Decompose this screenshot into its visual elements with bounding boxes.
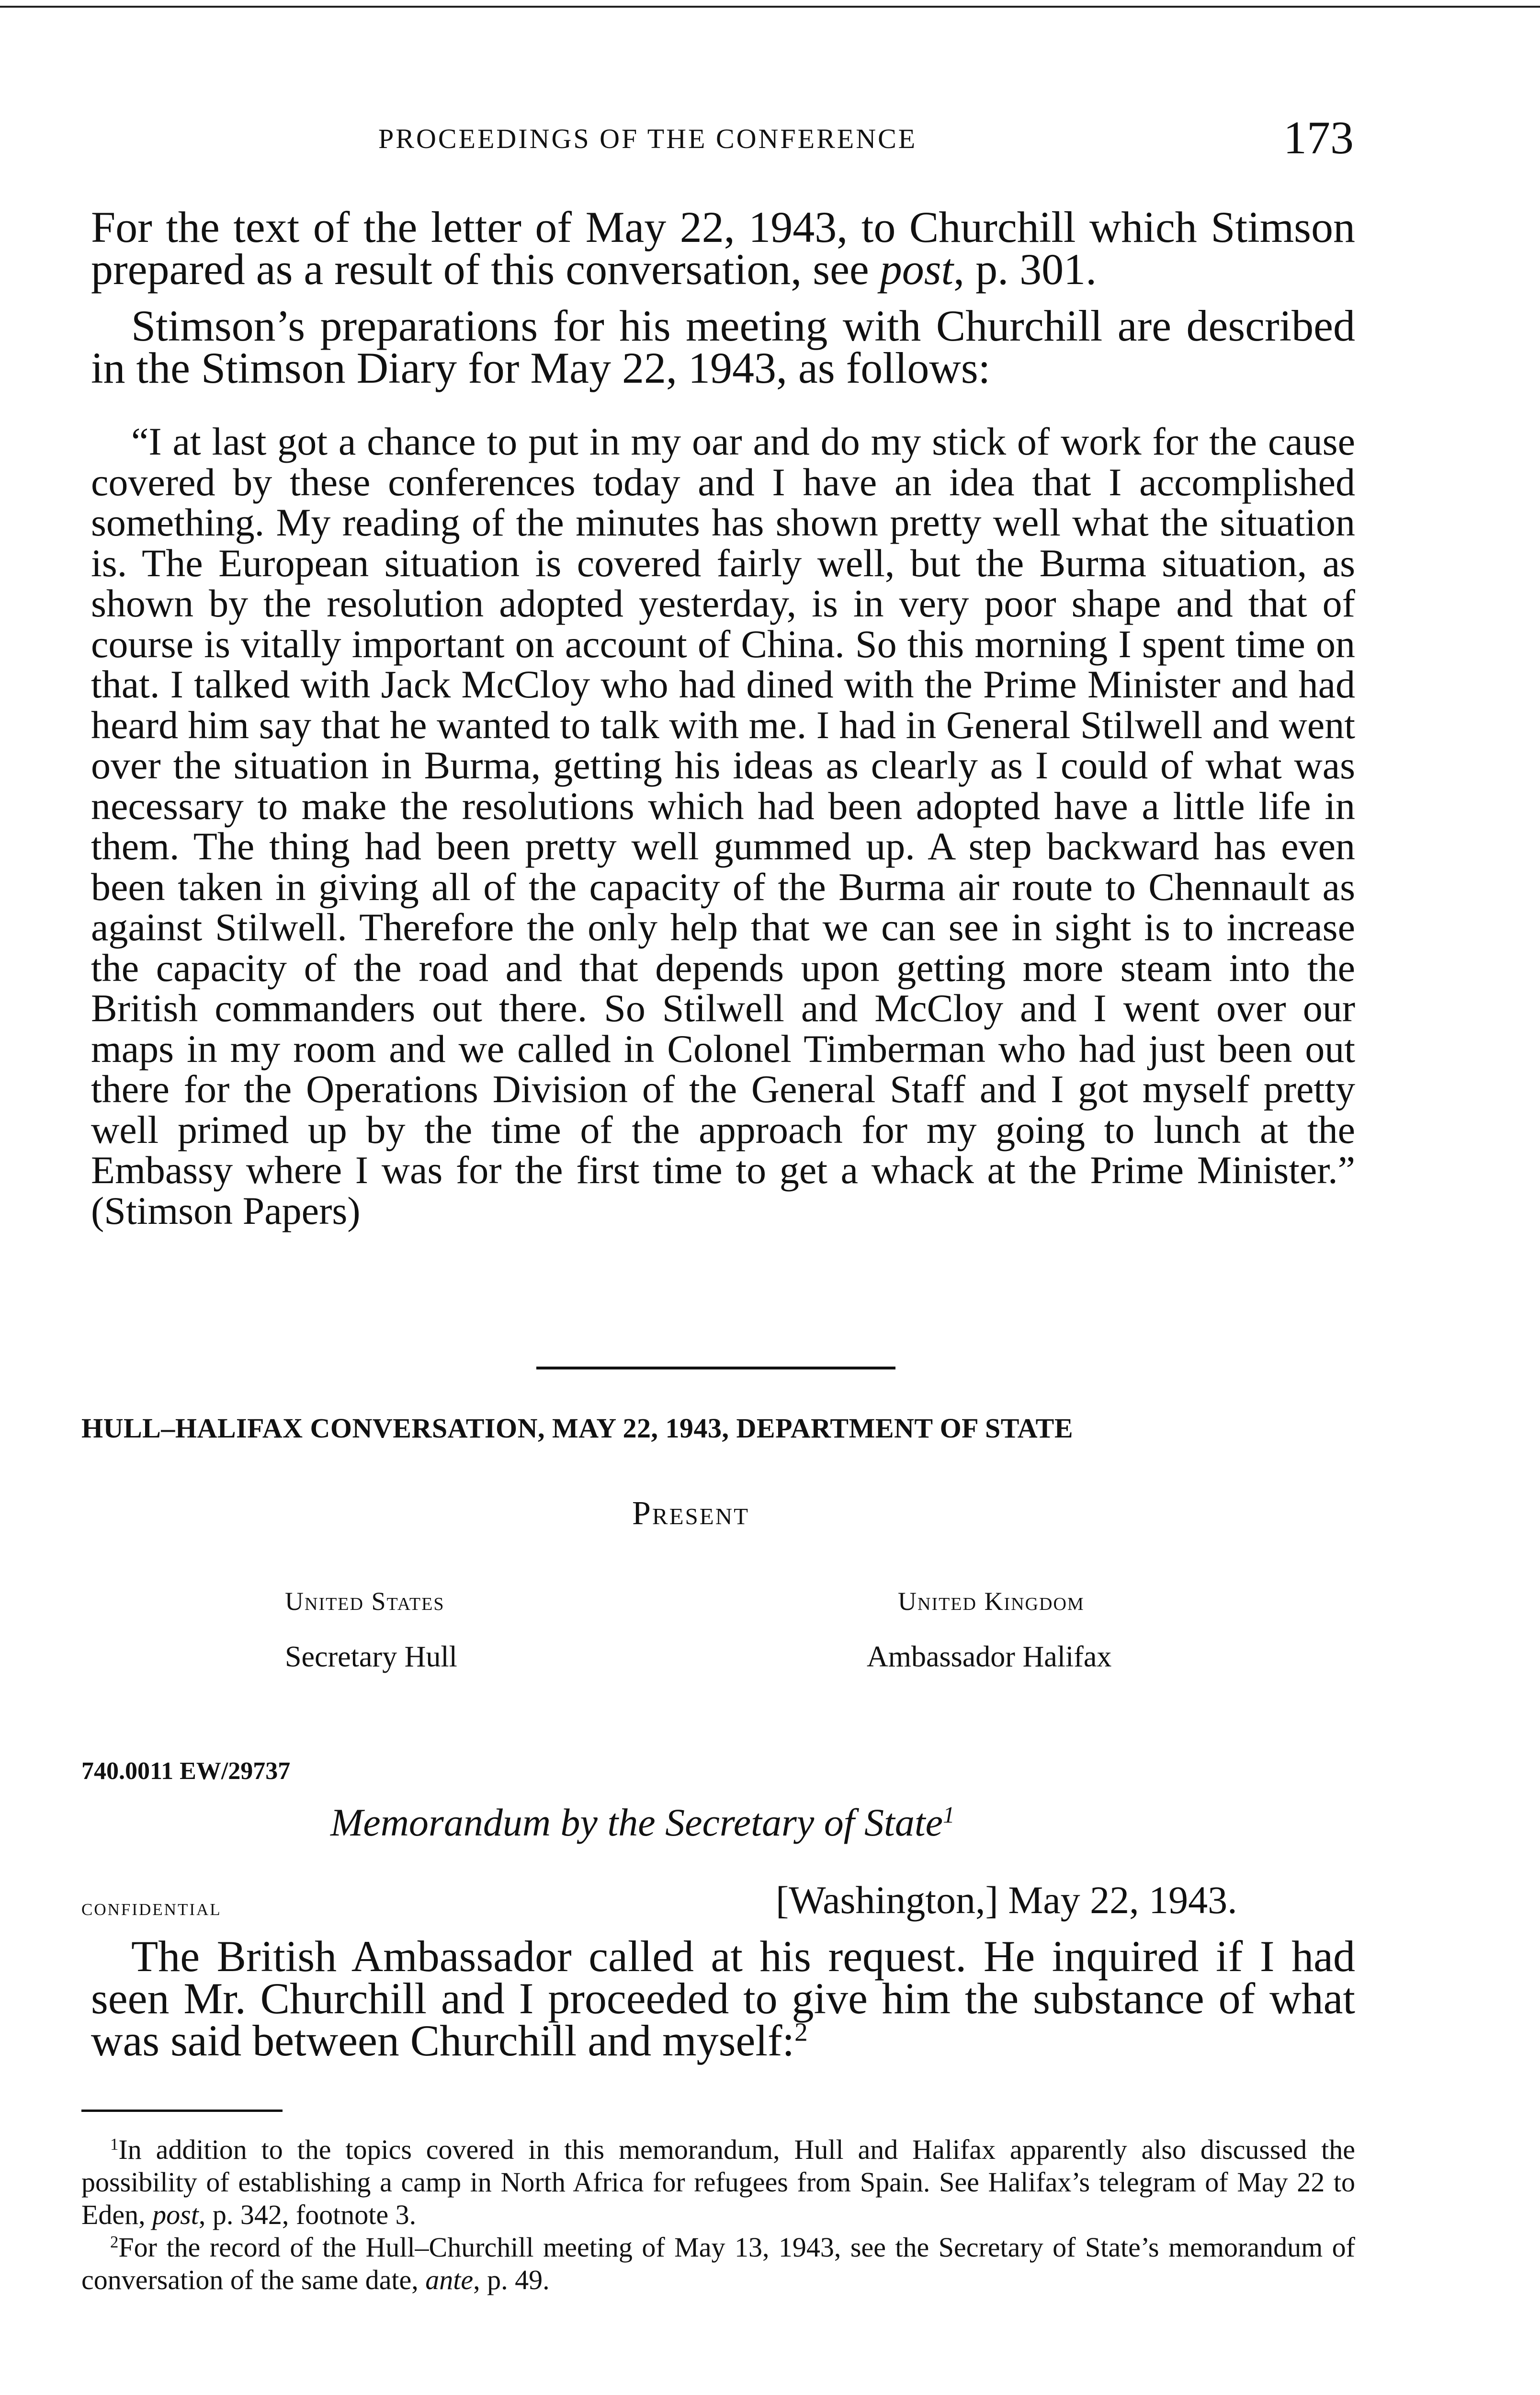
running-title: PROCEEDINGS OF THE CONFERENCE (378, 123, 917, 154)
section-heading: HULL–HALIFAX CONVERSATION, MAY 22, 1943, DEPARTMENT OF STATE (81, 1413, 1074, 1444)
footnotes (81, 2133, 1355, 2296)
top-border-line (0, 6, 1540, 8)
footnote-divider (81, 2110, 283, 2112)
footnote-2-end: , p. 49. (473, 2264, 550, 2295)
classification-label: confidential (81, 1893, 222, 1920)
footnote-2-mark: 2 (110, 2232, 119, 2251)
memo-title-text: Memorandum by the Secretary of State (330, 1801, 943, 1844)
intro-post-italic: post (880, 245, 954, 294)
participant-ambassador-halifax: Ambassador Halifax (867, 1641, 1112, 1673)
diary-quote: “I at last got a chance to put in my oar and do my stick of work for the cause covered by these conferences today and I have an idea that I accomplished something. My reading of the minutes has shown pretty well what the situation is. The European situation is covered fairly well, but the Burma situation, as shown by the resolution adopted yesterday, is in very poor shape and that of course is vitally important on account of China. So this morning I spent time on that. I talked with Jack McCloy who had dined with the Prime Minister and had heard him say that he wanted to talk with me. I had in General Stilwell and went over the situation in Burma, getting his ideas as clearly as I could of what was necessary to make the resolutions which had been adopted have a little life in them. The thing had been pretty well gummed up. A step backward has even been taken in giving all of the capacity of the Burma air route to Chennault as against Stilwell. Therefore the only help that we can see in sight is to increase the capacity of the road and that depends upon getting more steam into the British commanders out there. So Stilwell and McCloy and I went over our maps in my room and we called in Colonel Timberman who had just been out there for the Operations Division of the General Staff and I got myself pretty well primed up by the time of the approach for my going to lunch at the Embassy where I was for the first time to get a whack at the Prime Minister.” (Stimson Papers) (91, 420, 1355, 1232)
participant-secretary-hull: Secretary Hull (285, 1641, 457, 1673)
present-label: Present (632, 1495, 750, 1532)
footnote-1 (81, 2133, 1355, 2231)
dateline: [Washington,] May 22, 1943. (776, 1878, 1237, 1922)
intro-paragraph-1 (91, 203, 1355, 294)
footnote-1-end: , p. 342, footnote 3. (198, 2199, 417, 2230)
column-head-united-states: United States (285, 1587, 445, 1616)
intro-paragraph-1-text: For the text of the letter of May 22, 1943, to Churchill which Stimson prepared as a result of this conversation, see (91, 203, 1355, 294)
footnote-2-italic: ante (425, 2264, 474, 2295)
footnote-ref-1: 1 (943, 1801, 955, 1828)
section-divider (536, 1367, 895, 1369)
memo-body-text: The British Ambassador called at his request. He inquired if I had seen Mr. Churchill and I proceeded to give him the substance of what was said between Churchill and myself: (91, 1932, 1355, 2065)
memo-title (330, 1800, 955, 1845)
file-reference: 740.0011 EW/29737 (81, 1757, 291, 1785)
footnote-1-text: In addition to the topics covered in this memorandum, Hull and Halifax apparently also discussed the possibility of establishing a camp in North Africa for refugees from Spain. See Halifax’s telegram of May 22 to Eden, (81, 2134, 1355, 2230)
intro-paragraph-1-end: , p. 301. (953, 245, 1097, 294)
memo-body (91, 1932, 1355, 2065)
footnote-2-text: For the record of the Hull–Churchill meeting of May 13, 1943, see the Secretary of State’s memorandum of conversation of the same date, (81, 2232, 1355, 2295)
column-head-united-kingdom: United Kingdom (898, 1587, 1085, 1616)
intro-paragraph-2: Stimson’s preparations for his meeting with Churchill are described in the Stimson Diary for May 22, 1943, as follows: (91, 301, 1355, 392)
footnote-1-italic: post (152, 2199, 199, 2230)
footnote-1-mark: 1 (110, 2134, 119, 2154)
page-number: 173 (1283, 112, 1354, 164)
footnote-2 (81, 2231, 1355, 2296)
footnote-ref-2: 2 (794, 2017, 808, 2047)
